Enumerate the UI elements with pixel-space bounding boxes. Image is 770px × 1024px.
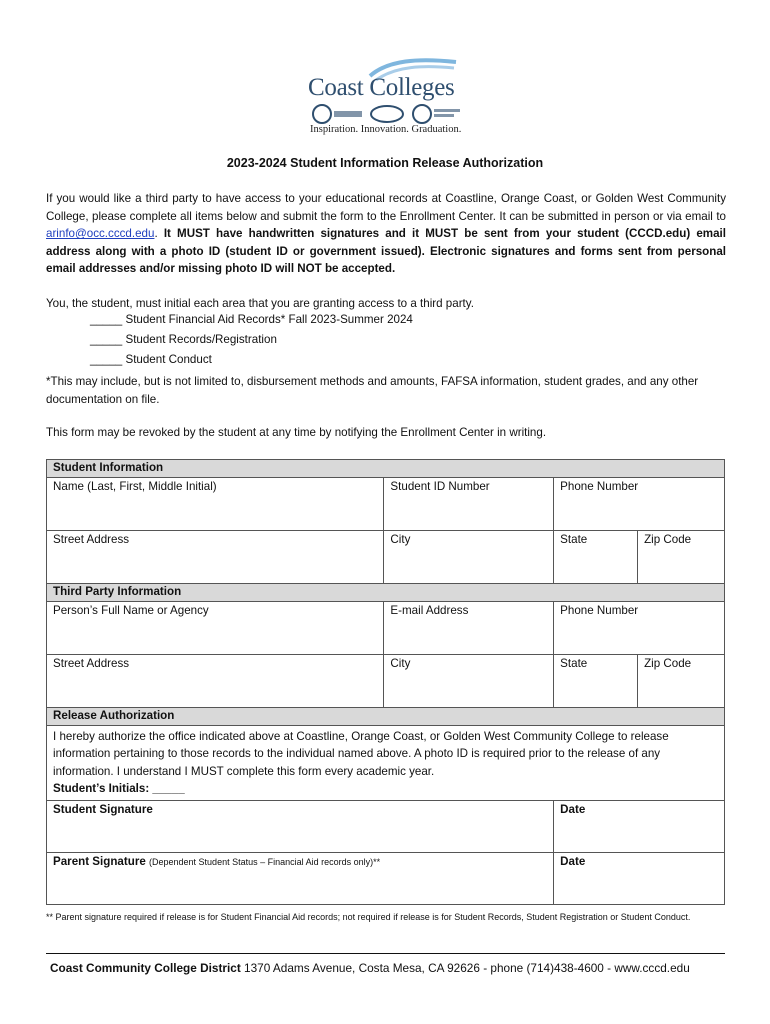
release-auth-text: I hereby authorize the office indicated above at Coastline, Orange Coast, or Golden West Community College to release information pertaining to those records to the individual named above. A photo ID is required prior to the release of any information. I understand I MUST complete this form every academic year. — [53, 730, 669, 778]
logo-tagline: Inspiration. Innovation. Graduation. — [310, 124, 462, 135]
intro-text: If you would like a third party to have access to your educational records at Coastline, Orange Coast, or Golden West Community College, please complete all items below and submit the form to the Enrollment Center. It can be submitted in person or via email to — [46, 192, 726, 223]
initial-item-financial-aid[interactable]: _____ Student Financial Aid Records* Fall 2023-Summer 2024 — [90, 313, 413, 326]
student-city-field[interactable]: City — [384, 531, 554, 584]
initial-item-conduct[interactable]: _____ Student Conduct — [90, 353, 212, 366]
third-party-name-field[interactable]: Person’s Full Name or Agency — [47, 602, 384, 655]
third-party-zip-field[interactable]: Zip Code — [638, 655, 725, 708]
revoke-note: This form may be revoked by the student at any time by notifying the Enrollment Center in writing. — [46, 426, 547, 439]
student-info-header: Student Information — [47, 460, 725, 478]
student-id-field[interactable]: Student ID Number — [384, 478, 554, 531]
form-title: 2023-2024 Student Information Release Authorization — [226, 156, 544, 170]
parent-signature-note: (Dependent Student Status – Financial Aid records only)** — [149, 856, 381, 867]
release-auth-body — [47, 726, 725, 801]
student-name-field[interactable]: Name (Last, First, Middle Initial) — [47, 478, 384, 531]
email-link[interactable]: arinfo@occ.cccd.edu — [46, 227, 155, 241]
third-party-header: Third Party Information — [47, 584, 725, 602]
student-zip-field[interactable]: Zip Code — [638, 531, 725, 584]
intro-paragraph: If you would like a third party to have access to your educational records at Coastline, Orange Coast, or Golden West Community College, please complete all items below and submit the form to the Enrollment Center. It can be submitted in person or via email to arinfo@occ.cccd.edu. It MUST have handwritten signatures and it MUST be sent from your student (CCCD.edu) email address along with a photo ID (student ID or government issued). Electronic signatures and forms sent from personal email addresses and/or missing photo ID will NOT be accepted. — [46, 192, 726, 276]
student-date-field[interactable]: Date — [554, 800, 725, 852]
footer-divider — [46, 953, 725, 954]
asterisk-note: *This may include, but is not limited to, disbursement methods and amounts, FAFSA information, student grades, and any other documentation on file. — [46, 375, 699, 406]
initial-item-records[interactable]: _____ Student Records/Registration — [90, 333, 277, 346]
logo-brand-text: Coast Colleges — [308, 74, 455, 101]
student-phone-field[interactable]: Phone Number — [554, 478, 725, 531]
third-party-street-field[interactable]: Street Address — [47, 655, 384, 708]
release-auth-header: Release Authorization — [47, 708, 725, 726]
footer — [50, 961, 690, 975]
student-state-field[interactable]: State — [554, 531, 638, 584]
third-party-state-field[interactable]: State — [554, 655, 638, 708]
information-table — [46, 459, 725, 905]
parent-signature-footnote: ** Parent signature required if release is for Student Financial Aid records; not required if release is for Student Records, Student Registration or Student Conduct. — [46, 912, 691, 922]
third-party-phone-field[interactable]: Phone Number — [554, 602, 725, 655]
student-initials-field[interactable]: Student’s Initials: _____ — [53, 782, 185, 796]
student-signature-field[interactable]: Student Signature — [47, 800, 554, 852]
initials-instructions: You, the student, must initial each area that you are granting access to a third party. — [46, 297, 474, 310]
student-street-field[interactable]: Street Address — [47, 531, 384, 584]
parent-signature-label: Parent Signature — [53, 854, 146, 868]
parent-signature-field[interactable] — [47, 852, 554, 904]
district-address: 1370 Adams Avenue, Costa Mesa, CA 92626 - phone (714)438-4600 - www.cccd.edu — [244, 961, 690, 975]
district-name: Coast Community College District — [50, 961, 241, 975]
parent-date-field[interactable]: Date — [554, 852, 725, 904]
college-seals-icon — [312, 103, 462, 125]
third-party-email-field[interactable]: E-mail Address — [384, 602, 554, 655]
intro-bold-requirements: It MUST have handwritten signatures and it MUST be sent from your student (CCCD.edu) email address along with a photo ID (student ID or government issued). Electronic signatures and forms sent from personal email addresses and/or missing photo ID will NOT be accepted. — [46, 227, 726, 276]
third-party-city-field[interactable]: City — [384, 655, 554, 708]
